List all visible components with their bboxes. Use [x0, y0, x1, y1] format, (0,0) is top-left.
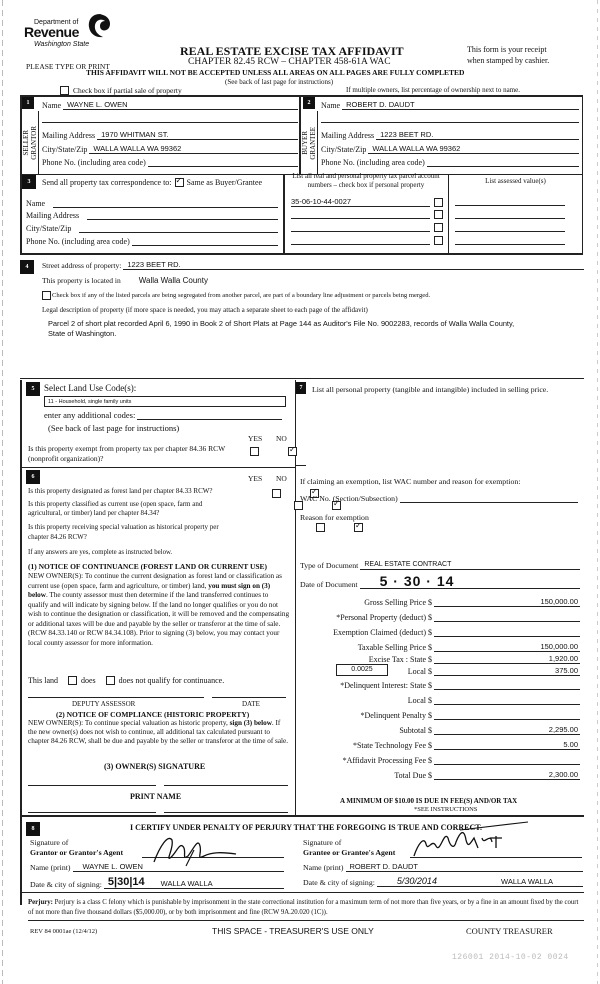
- seller-city-field[interactable]: WALLA WALLA WA 99362: [89, 144, 298, 154]
- parcel-row-1: [291, 197, 443, 207]
- excise-local-label: Local $: [407, 667, 432, 676]
- buyer-phone-row: [321, 158, 579, 167]
- section-3-correspondence: [20, 175, 284, 255]
- section-5-bottom-rule: [20, 467, 296, 468]
- notice-continuance-text: [28, 572, 290, 648]
- parcel-row-4: [291, 236, 443, 245]
- total-due-row: [300, 768, 580, 780]
- excise-state-label: Excise Tax : State $: [368, 655, 432, 664]
- print-name-title: PRINT NAME: [130, 792, 182, 801]
- seller-label: SELLER: [22, 130, 30, 156]
- deputy-assessor-signature-line[interactable]: [28, 697, 204, 698]
- subtotal-row: [300, 723, 580, 735]
- located-in-label: This property is located in: [42, 276, 121, 285]
- perjury-label: Perjury:: [28, 899, 53, 906]
- notice-continuance-text-b: . The county assessor must then determine if the land transferred continues to qualify and will indicate by signing below. If the land no longer qualifies or you do not wish to continue the designation or classification, it will be removed and the compensating or additional taxes will be due and payable by the seller or transferor at the time of sale. (RCW 84.33.140 or RCW 84.34.108). Prior to signing (3) below, you may contact your local county assessor for more information.: [28, 591, 290, 647]
- exempt-yes-checkbox[interactable]: [250, 447, 259, 456]
- certify-statement: I CERTIFY UNDER PENALTY OF PERJURY THAT THE FOREGOING IS TRUE AND CORRECT.: [130, 823, 483, 832]
- street-address-field[interactable]: 1223 BEET RD.: [123, 260, 584, 270]
- exemption-label: If claiming an exemption, list WAC number and reason for exemption:: [300, 477, 521, 486]
- delinquent-penalty-label: *Delinquent Penalty $: [360, 711, 432, 720]
- corr-phone-label: Phone No. (including area code): [26, 237, 130, 246]
- grantee-date-row: [303, 876, 583, 887]
- doc-type-label: Type of Document: [300, 561, 359, 570]
- multiple-owners-note: If multiple owners, list percentage of ownership next to name.: [346, 86, 520, 94]
- seller-mailing-row: [42, 130, 298, 140]
- exemption-claimed-label: Exemption Claimed (deduct) $: [333, 628, 432, 637]
- owner-signature-line-2[interactable]: [164, 785, 288, 786]
- personal-property-label: List all personal property (tangible and intangible) included in selling price.: [312, 385, 549, 394]
- grantee-signature-scribble: [410, 818, 530, 860]
- buyer-name-line-2[interactable]: [321, 122, 579, 123]
- section-6-number: 6: [26, 470, 40, 484]
- corr-name-row: [26, 199, 278, 208]
- grantee-date-label: Date & city of signing:: [303, 878, 375, 887]
- see-instructions-note: *SEE INSTRUCTIONS: [414, 806, 478, 813]
- notice-compliance-bold: sign (3) below: [229, 719, 272, 727]
- section-6-yes-header: YES: [248, 474, 263, 483]
- delinquent-penalty-field[interactable]: [434, 719, 580, 720]
- see-back-note: (See back of last page for instructions): [225, 78, 334, 86]
- doc-type-field[interactable]: REAL ESTATE CONTRACT: [360, 561, 580, 570]
- parcel-header: List all real and personal property tax parcel account numbers – check box if personal property: [292, 172, 440, 189]
- seller-phone-field[interactable]: [148, 158, 298, 167]
- seller-city-label: City/State/Zip: [42, 145, 88, 154]
- corr-city-field[interactable]: [79, 224, 278, 233]
- section-7-divider: [296, 465, 306, 466]
- corr-city-row: [26, 224, 278, 233]
- excise-local-field[interactable]: 375.00: [434, 666, 580, 676]
- perjury-text: Perjury is a class C felony which is punishable by imprisonment in the state correctional institution for a maximum term of not more than five years, or by a fine in an amount fixed by the court of not more than five thousand dollars ($5,000.00), or by both imprisonment and fine (RCW 9A.20.020 (1C)).: [28, 899, 579, 916]
- additional-codes-field[interactable]: [137, 411, 282, 420]
- deputy-date-label: DATE: [242, 700, 260, 708]
- delinquent-interest-state-label: *Delinquent Interest: State $: [340, 681, 432, 690]
- buyer-label: BUYER: [301, 131, 309, 155]
- grantor-signature-label: [30, 838, 123, 858]
- corr-city-label: City/State/Zip: [26, 224, 72, 233]
- delinquent-interest-state-row: [300, 678, 580, 690]
- corr-phone-field[interactable]: [132, 237, 278, 246]
- doc-date-field[interactable]: 5 · 30 · 14: [360, 574, 580, 589]
- excise-state-row: [300, 652, 580, 664]
- grantee-signature-label-1: Signature of: [303, 838, 342, 847]
- personal-property-checkbox[interactable]: [434, 198, 443, 207]
- section-8-top-rule: [20, 815, 584, 817]
- section-2-number: 2: [303, 97, 315, 109]
- section-7-number: 7: [296, 382, 306, 394]
- section-5-yes-header: YES: [248, 434, 263, 443]
- corr-name-label: Name: [26, 199, 46, 208]
- forest-land-question: Is this property designated as forest land per chapter 84.33 RCW?: [28, 487, 213, 495]
- assessed-value-field[interactable]: [455, 218, 565, 219]
- grantee-name-field[interactable]: ROBERT D. DAUDT: [346, 862, 584, 872]
- wac-row: [300, 494, 578, 503]
- continuance-qualify-row: [28, 676, 224, 685]
- section-4-number: 4: [20, 260, 34, 274]
- exemption-reason-field[interactable]: [300, 525, 578, 555]
- seller-phone-label: Phone No. (including area code): [42, 158, 146, 167]
- segregated-label: Check box if any of the listed parcels are being segregated from another parcel, are part of a boundary line adjustment or parcels being merged.: [52, 292, 431, 299]
- corr-mailing-row: [26, 211, 278, 220]
- grantor-name-label: Name (print): [30, 863, 71, 872]
- corr-phone-row: [26, 237, 278, 246]
- grantor-date-city-field[interactable]: [104, 876, 284, 889]
- street-address-label: Street address of property:: [42, 261, 122, 270]
- doc-type-row: [300, 561, 580, 570]
- scan-edge-right: [597, 0, 598, 984]
- owner-signature-title: (3) OWNER(S) SIGNATURE: [104, 762, 206, 771]
- does-qualify-checkbox[interactable]: [68, 676, 77, 685]
- parcel-row-2: [291, 210, 443, 219]
- exempt-question: Is this property exempt from property tax per chapter 84.36 RCW (nonprofit organization)?: [28, 444, 226, 463]
- does-not-qualify-checkbox[interactable]: [106, 676, 115, 685]
- taxable-selling-price-label: Taxable Selling Price $: [357, 643, 432, 652]
- buyer-phone-field[interactable]: [427, 158, 579, 167]
- receipt-note-2: when stamped by cashier.: [467, 56, 550, 65]
- doc-date-label: Date of Document: [300, 580, 358, 589]
- this-land-label: This land: [28, 676, 58, 685]
- print-name-line-1[interactable]: [28, 812, 156, 813]
- section-8-bottom-rule: [20, 892, 584, 893]
- subtotal-label: Subtotal $: [399, 726, 432, 735]
- logo-department-text: Department of: [34, 19, 79, 26]
- technology-fee-label: *State Technology Fee $: [352, 741, 432, 750]
- partial-sale-option[interactable]: [60, 86, 182, 95]
- acceptance-warning: THIS AFFIDAVIT WILL NOT BE ACCEPTED UNLESS ALL AREAS ON ALL PAGES ARE FULLY COMPLETED: [86, 68, 465, 77]
- subtotal-field[interactable]: 2,295.00: [434, 725, 580, 735]
- grantor-label: GRANTOR: [30, 126, 38, 160]
- corr-mailing-field[interactable]: [87, 211, 278, 220]
- grantor-city-value: WALLA WALLA: [160, 879, 213, 888]
- buyer-city-label: City/State/Zip: [321, 145, 367, 154]
- if-yes-instruction: If any answers are yes, complete as instructed below.: [28, 549, 173, 556]
- grantee-name-row: [303, 862, 583, 872]
- gross-selling-price-label: Gross Selling Price $: [364, 598, 432, 607]
- parcel-number-field[interactable]: 35-06-10-44-0027: [291, 197, 430, 207]
- delinquent-interest-local-row: [300, 693, 580, 705]
- perjury-notice: [28, 898, 584, 918]
- processing-fee-label: *Affidavit Processing Fee $: [342, 756, 432, 765]
- deputy-assessor-label: DEPUTY ASSESSOR: [72, 700, 136, 708]
- print-name-line-2[interactable]: [164, 812, 288, 813]
- deputy-assessor-date-line[interactable]: [212, 697, 286, 698]
- grantor-date-row: [30, 876, 284, 889]
- delinquent-interest-local-label: Local $: [407, 696, 432, 705]
- grantee-city-value: WALLA WALLA: [501, 877, 553, 886]
- same-as-buyer-label: Same as Buyer/Grantee: [186, 178, 263, 187]
- partial-sale-checkbox[interactable]: [60, 86, 69, 95]
- seller-name-field[interactable]: WAYNE L. OWEN: [63, 100, 298, 110]
- seller-phone-row: [42, 158, 298, 167]
- notice-compliance-text: [28, 719, 290, 746]
- buyer-mailing-label: Mailing Address: [321, 131, 375, 140]
- section-1-seller: [20, 95, 300, 175]
- county-treasurer-label: COUNTY TREASURER: [466, 926, 553, 936]
- gross-selling-price-field[interactable]: 150,000.00: [434, 597, 580, 607]
- grantor-date-value: 5|30|14: [107, 876, 145, 888]
- personal-property-checkbox[interactable]: [434, 210, 443, 219]
- assessed-value-field[interactable]: [455, 244, 565, 245]
- processing-fee-field[interactable]: [434, 764, 580, 765]
- logo-swirl-icon: [86, 12, 114, 40]
- forest-land-yes-checkbox[interactable]: [272, 489, 281, 498]
- please-type-label: PLEASE TYPE OR PRINT: [26, 62, 110, 71]
- assessed-header: List assessed value(s): [485, 177, 546, 185]
- section-3-number: 3: [22, 175, 36, 189]
- delinquent-interest-state-field[interactable]: [434, 689, 580, 690]
- buyer-side-label: [301, 111, 318, 175]
- section-5-see-back: (See back of last page for instructions): [48, 423, 180, 433]
- seller-mailing-label: Mailing Address: [42, 131, 96, 140]
- seller-mailing-field[interactable]: 1970 WHITMAN ST.: [97, 130, 298, 140]
- buyer-phone-label: Phone No. (including area code): [321, 158, 425, 167]
- minimum-due-note: A MINIMUM OF $10.00 IS DUE IN FEE(S) AND/OR TAX: [340, 797, 518, 805]
- send-correspondence-row: [42, 178, 262, 187]
- logo-revenue-text: Revenue: [24, 24, 79, 40]
- grantee-signature-label: [303, 838, 395, 858]
- delinquent-penalty-row: [300, 708, 580, 720]
- grantee-date-value: 5/30/2014: [396, 876, 437, 886]
- buyer-name-row: [321, 100, 579, 110]
- gross-selling-price-row: [300, 595, 580, 607]
- parcel-divider: [448, 175, 449, 253]
- street-address-row: [42, 260, 584, 270]
- partial-sale-label: Check box if partial sale of property: [73, 86, 182, 95]
- grantee-name-label: Name (print): [303, 863, 344, 872]
- section-1-number: 1: [22, 97, 34, 109]
- amounts-table: [300, 595, 580, 780]
- grantor-signature-label-2: Grantor or Grantor's Agent: [30, 848, 124, 857]
- section-4-bottom-rule: [20, 378, 584, 379]
- wac-label: WAC No. (Section/Subsection): [300, 494, 398, 503]
- buyer-city-row: [321, 144, 579, 154]
- doc-date-row: [300, 574, 580, 589]
- parcel-number-field[interactable]: [291, 223, 430, 232]
- land-use-select[interactable]: 11 - Household, single family units: [44, 396, 286, 407]
- section-6-no-header: NO: [276, 474, 287, 483]
- buyer-mailing-row: [321, 130, 579, 140]
- wac-field[interactable]: [400, 494, 578, 503]
- total-due-label: Total Due $: [394, 771, 432, 780]
- does-not-label: does not qualify for continuance.: [118, 676, 225, 685]
- notice-continuance-title: (1) NOTICE OF CONTINUANCE (FOREST LAND OR CURRENT USE): [28, 562, 268, 571]
- logo-state-text: Washington State: [34, 41, 90, 48]
- taxable-selling-price-row: [300, 640, 580, 652]
- excise-state-field[interactable]: 1,920.00: [434, 654, 580, 664]
- scan-edge-left: [2, 0, 3, 984]
- parcel-row-3: [291, 223, 443, 232]
- section-8-number: 8: [26, 822, 40, 836]
- exemption-claimed-field[interactable]: [434, 636, 580, 637]
- technology-fee-field[interactable]: 5.00: [434, 740, 580, 750]
- delinquent-interest-local-field[interactable]: [434, 704, 580, 705]
- buyer-name-label: Name: [321, 101, 341, 110]
- personal-property-deduct-row: [300, 610, 580, 622]
- segregated-checkbox[interactable]: [42, 291, 51, 300]
- owner-signature-line-1[interactable]: [28, 785, 156, 786]
- notice-continuance-bold: you must sign on (3) below: [28, 581, 271, 599]
- parcel-list: [284, 172, 583, 255]
- form-subtitle: CHAPTER 82.45 RCW – CHAPTER 458-61A WAC: [188, 57, 391, 67]
- footer-rule: [28, 920, 584, 921]
- legal-description-label: Legal description of property (if more space is needed, you may attach a separate sheet to each page of the affidavit): [42, 306, 368, 314]
- exempt-no-checkbox[interactable]: [288, 447, 297, 456]
- corr-mailing-label: Mailing Address: [26, 211, 80, 220]
- receipt-note-1: This form is your receipt: [467, 45, 547, 54]
- parcel-number-field[interactable]: [291, 210, 430, 219]
- same-as-buyer-checkbox[interactable]: [175, 178, 184, 187]
- notice-compliance-text-b: . If the new owner(s) does not wish to continue, all additional tax calculated pursuant to chapter 84.26 RCW, shall be due and payable by the seller or transferor at the time of sale.: [28, 719, 288, 745]
- seller-city-row: [42, 144, 298, 154]
- excise-local-row: [300, 664, 580, 676]
- personal-property-deduct-field[interactable]: [434, 621, 580, 622]
- grantor-signature-label-1: Signature of: [30, 838, 69, 847]
- does-label: does: [81, 676, 96, 685]
- section-5-number: 5: [26, 382, 40, 396]
- send-correspondence-label: Send all property tax correspondence to:: [42, 178, 172, 187]
- segregated-option[interactable]: [42, 291, 430, 300]
- treasurer-stamp: 126001 2014-10-02 0024: [452, 953, 569, 962]
- buyer-mailing-field[interactable]: 1223 BEET RD.: [376, 130, 579, 140]
- land-use-label: Select Land Use Code(s):: [44, 383, 137, 393]
- form-title: REAL ESTATE EXCISE TAX AFFIDAVIT: [180, 44, 404, 58]
- grantor-name-field[interactable]: WAYNE L. OWEN: [73, 862, 285, 872]
- legal-description-field[interactable]: Parcel 2 of short plat recorded April 6, 1990 in Book 2 of Short Plats at Page 144 as Auditor's File No. 9002283, records of Walla Walla County, State of Washington.: [48, 319, 515, 338]
- additional-codes-row: [44, 410, 282, 420]
- section-2-buyer: [300, 95, 583, 175]
- county-value[interactable]: Walla Walla County: [138, 276, 208, 285]
- corr-name-field[interactable]: [53, 199, 278, 208]
- grantee-signature-label-2: Grantee or Grantee's Agent: [303, 848, 396, 857]
- current-use-question: Is this property classified as current use (open space, farm and agricultural, or timber) land per chapter 84.34?: [28, 500, 203, 517]
- county-row: [42, 276, 208, 285]
- notice-compliance-text-a: NEW OWNER(S): To continue special valuation as historic property,: [28, 719, 228, 727]
- exemption-reason-label: Reason for exemption: [300, 513, 369, 522]
- technology-fee-row: [300, 738, 580, 750]
- section-5-no-header: NO: [276, 434, 287, 443]
- seller-name-row: [42, 100, 298, 110]
- total-due-field[interactable]: 2,300.00: [434, 770, 580, 780]
- notice-compliance-title: (2) NOTICE OF COMPLIANCE (HISTORIC PROPERTY): [56, 710, 250, 719]
- taxable-selling-price-field[interactable]: 150,000.00: [434, 642, 580, 652]
- grantor-name-row: [30, 862, 284, 872]
- additional-codes-label: enter any additional codes:: [44, 410, 136, 420]
- historical-question: Is this property receiving special valuation as historical property per chapter 84.26 RCW?: [28, 523, 219, 541]
- seller-side-label: [22, 111, 39, 175]
- local-rate-field[interactable]: 0.0025: [336, 664, 388, 676]
- grantee-date-city-field[interactable]: [377, 876, 583, 887]
- assessed-value-field[interactable]: [455, 231, 565, 232]
- personal-property-deduct-label: *Personal Property (deduct) $: [336, 613, 432, 622]
- seller-name-label: Name: [42, 101, 62, 110]
- exemption-claimed-row: [300, 625, 580, 637]
- assessed-value-field[interactable]: [455, 205, 565, 206]
- processing-fee-row: [300, 753, 580, 765]
- dor-logo: [24, 12, 114, 48]
- grantee-label: GRANTEE: [309, 126, 317, 160]
- treasurer-space-label: THIS SPACE - TREASURER'S USE ONLY: [212, 926, 374, 936]
- notice-continuance-text-a: NEW OWNER(S): To continue the current designation as forest land or classification as current use (open space, farm and agriculture, or timber) land,: [28, 572, 282, 590]
- personal-property-checkbox[interactable]: [434, 236, 443, 245]
- parcel-number-field[interactable]: [291, 236, 430, 245]
- buyer-city-field[interactable]: WALLA WALLA WA 99362: [368, 144, 579, 154]
- form-number: REV 84 0001ae (12/4/12): [30, 928, 98, 935]
- seller-name-line-2[interactable]: [42, 122, 298, 123]
- personal-property-checkbox[interactable]: [434, 223, 443, 232]
- buyer-name-field[interactable]: ROBERT D. DAUDT: [342, 100, 579, 110]
- grantor-date-label: Date & city of signing:: [30, 880, 102, 889]
